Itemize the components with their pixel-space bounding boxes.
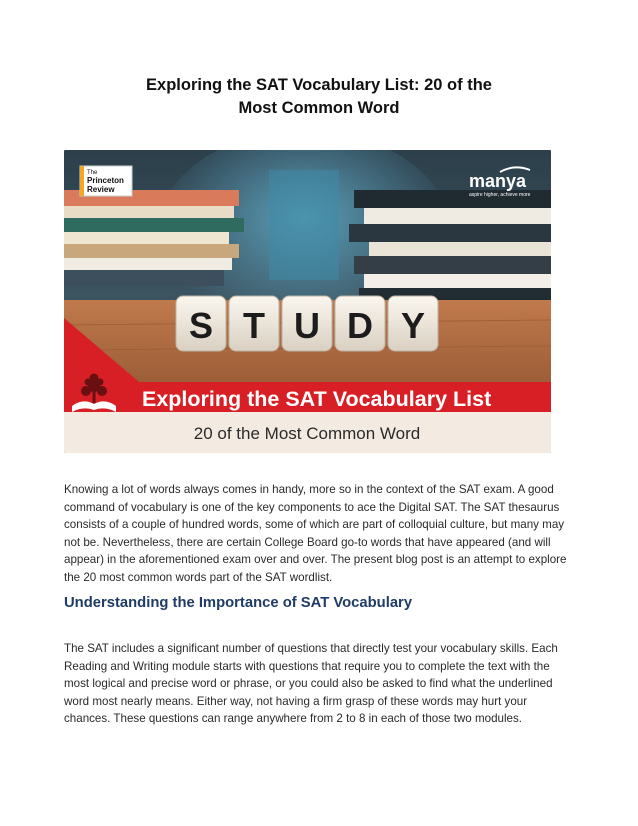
svg-text:S: S [188,305,214,346]
svg-text:manya: manya [469,171,527,191]
manya-logo [469,167,531,198]
svg-text:The: The [87,170,98,176]
study-dice [176,296,438,351]
svg-text:Princeton: Princeton [87,176,124,185]
title-line-1: Exploring the SAT Vocabulary List: 20 of the [146,76,492,94]
svg-text:aspire higher, achieve more: aspire higher, achieve more [469,192,531,198]
die-s [176,296,226,351]
die-d [335,296,385,351]
svg-text:Y: Y [400,305,426,346]
banner-subtitle: 20 of the Most Common Word [193,424,421,443]
die-y [388,296,438,351]
svg-text:Review: Review [87,185,115,194]
die-t [229,296,279,351]
books-right [349,190,551,304]
books-left [64,190,244,286]
title-line-2: Most Common Word [238,99,400,117]
princeton-review-logo [80,166,132,196]
page-title [64,74,574,120]
banner-title: Exploring the SAT Vocabulary List [142,387,492,411]
section-heading: Understanding the Importance of SAT Vocabulary [64,595,413,611]
svg-text:T: T [243,305,265,346]
section-paragraph: The SAT includes a significant number of questions that directly test your vocabulary skills. Each Reading and Writing module starts with questions that require you to complete the text with the most logical and precise word or phrase, or you could also be asked to find what the underlined word most nearly means. Either way, not having a firm grasp of these words may hurt your chances. These questions can range anywhere from 2 to 8 in each of those two modules. [64,642,558,726]
svg-text:U: U [294,305,320,346]
hero-image [64,150,551,453]
svg-text:D: D [347,305,373,346]
intro-paragraph: Knowing a lot of words always comes in handy, more so in the context of the SAT exam. A good command of vocabulary is one of the key components to ace the Digital SAT. The SAT thesaurus consists of a couple of hundred words, some of which are part of colloquial culture, but many may not be. Nevertheless, there are certain College Board go-to words that have appeared (and will appear) in the aforementioned exam over and over. The present blog post is an attempt to explore the 20 most common words part of the SAT wordlist. [64,483,567,584]
die-u [282,296,332,351]
